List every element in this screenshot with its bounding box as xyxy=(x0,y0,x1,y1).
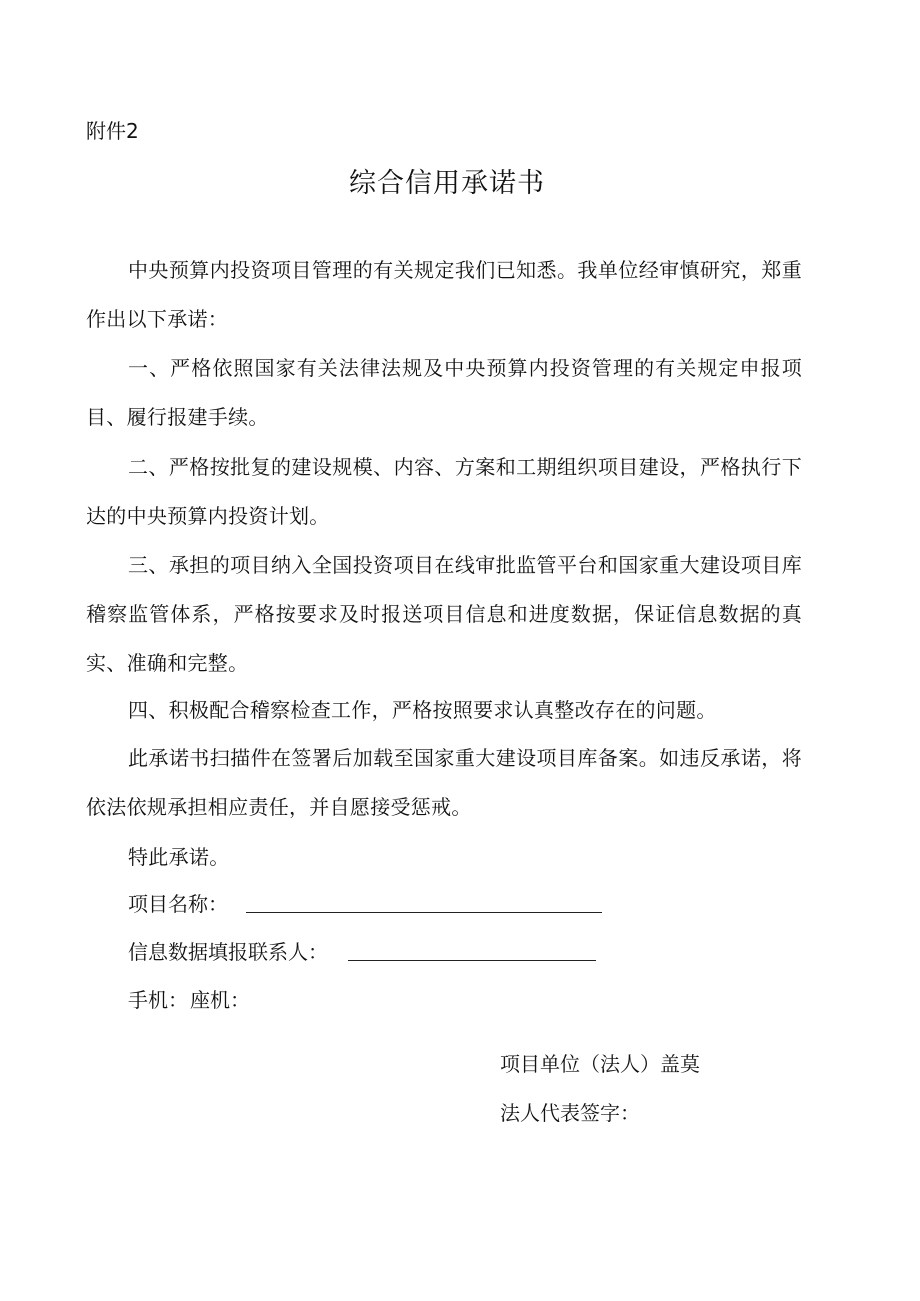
contact-label: 信息数据填报联系人： xyxy=(128,940,328,964)
closing-statement: 特此承诺。 xyxy=(128,845,230,869)
commitment-3: 三、承担的项目纳入全国投资项目在线审批监管平台和国家重大建设项目库稽察监管体系，严格按要求及时报送项目信息和进度数据，保证信息数据的真实、准确和完整。 xyxy=(86,553,802,675)
project-name-field xyxy=(128,890,602,918)
landline-label: 座机： xyxy=(190,988,250,1012)
commitment-4: 四、积极配合稽察检查工作，严格按照要求认真整改存在的问题。 xyxy=(128,698,717,722)
intro-paragraph: 中央预算内投资项目管理的有关规定我们已知悉。我单位经审慎研究，郑重作出以下承诺： xyxy=(86,258,802,331)
representative-signature-line: 法人代表签字： xyxy=(500,1101,640,1125)
project-name-blank xyxy=(246,892,602,913)
unit-seal-line: 项目单位（法人）盖莫 xyxy=(500,1052,700,1076)
mobile-label: 手机： xyxy=(128,988,188,1012)
project-name-label: 项目名称： xyxy=(128,892,228,916)
filing-note: 此承诺书扫描件在签署后加载至国家重大建设项目库备案。如违反承诺，将依法依规承担相应责任，并自愿接受惩戒。 xyxy=(86,746,802,819)
phone-field xyxy=(128,986,250,1014)
contact-blank xyxy=(348,940,596,961)
commitment-2: 二、严格按批复的建设规模、内容、方案和工期组织项目建设，严格执行下达的中央预算内投资计划。 xyxy=(86,455,802,528)
commitment-1: 一、严格依照国家有关法律法规及中央预算内投资管理的有关规定申报项目、履行报建手续。 xyxy=(86,356,802,429)
attachment-label: 附件2 xyxy=(86,119,139,143)
contact-field xyxy=(128,938,596,966)
page-title: 综合信用承诺书 xyxy=(349,168,545,199)
